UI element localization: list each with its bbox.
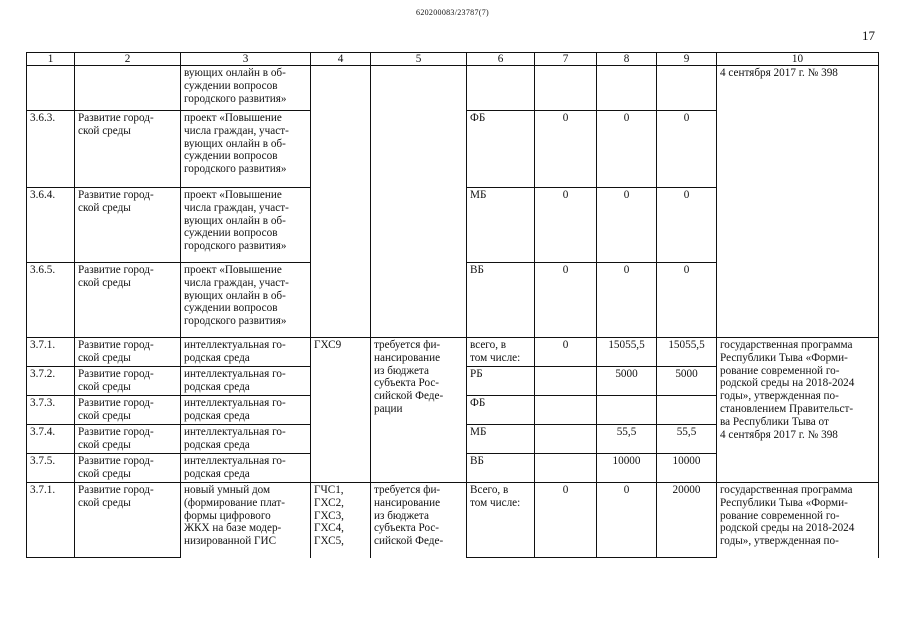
row-number: 3.7.5. — [27, 454, 75, 483]
last-funding-note: требуется фи- нансирование из бюджета субъекта Рос- сийской Феде- — [371, 483, 467, 558]
row-value-9: 5000 — [657, 367, 717, 396]
header-cell: 7 — [535, 53, 597, 66]
group1-indicators — [311, 66, 371, 338]
row-number — [27, 66, 75, 111]
row-project: проект «Повышение числа граждан, участ- вующих онлайн в об- суждении вопросов городского развития» — [181, 188, 311, 263]
header-cell: 6 — [467, 53, 535, 66]
header-row — [27, 53, 879, 66]
row-value-7: 0 — [535, 188, 597, 263]
row-value-9 — [657, 396, 717, 425]
row-value-7: 0 — [535, 483, 597, 558]
row-value-7: 0 — [535, 263, 597, 338]
row-value-8: 0 — [597, 188, 657, 263]
row-value-8: 10000 — [597, 454, 657, 483]
last-indicators: ГЧС1, ГХС2, ГХС3, ГХС4, ГХС5, — [311, 483, 371, 558]
row-name: Развитие город- ской среды — [75, 111, 181, 188]
page-number: 17 — [862, 28, 875, 43]
header-cell: 2 — [75, 53, 181, 66]
row-number: 3.6.3. — [27, 111, 75, 188]
row-value-9: 20000 — [657, 483, 717, 558]
table-row — [27, 66, 879, 111]
row-number: 3.6.5. — [27, 263, 75, 338]
group2-funding-note: требуется фи- нансирование из бюджета субъекта Рос- сийской Феде- рации — [371, 338, 467, 483]
header-cell: 1 — [27, 53, 75, 66]
row-value-8 — [597, 66, 657, 111]
row-number: 3.7.2. — [27, 367, 75, 396]
row-name: Развитие город- ской среды — [75, 188, 181, 263]
row-value-9: 0 — [657, 263, 717, 338]
row-value-8: 0 — [597, 263, 657, 338]
row-value-7 — [535, 425, 597, 454]
row-value-7 — [535, 396, 597, 425]
row-funding-source: РБ — [467, 367, 535, 396]
row-value-9: 15055,5 — [657, 338, 717, 367]
row-value-8: 0 — [597, 111, 657, 188]
table-row — [27, 483, 879, 558]
row-funding-source: ФБ — [467, 396, 535, 425]
row-value-9: 55,5 — [657, 425, 717, 454]
last-basis-document: государственная программа Республики Тыва «Форми- рование современной го- родской среды на 2018-2024 годы», утвержденная по- — [717, 483, 879, 558]
row-name: Развитие город- ской среды — [75, 454, 181, 483]
row-project: проект «Повышение числа граждан, участ- вующих онлайн в об- суждении вопросов городского развития» — [181, 263, 311, 338]
row-value-8: 15055,5 — [597, 338, 657, 367]
row-number: 3.6.4. — [27, 188, 75, 263]
row-name: Развитие город- ской среды — [75, 367, 181, 396]
row-project: интеллектуальная го- родская среда — [181, 338, 311, 367]
row-project: проект «Повышение числа граждан, участ- вующих онлайн в об- суждении вопросов городского развития» — [181, 111, 311, 188]
row-project: интеллектуальная го- родская среда — [181, 396, 311, 425]
row-name: Развитие город- ской среды — [75, 263, 181, 338]
header-cell: 5 — [371, 53, 467, 66]
group2-indicators: ГХС9 — [311, 338, 371, 483]
row-number: 3.7.4. — [27, 425, 75, 454]
group2-basis-document: государственная программа Республики Тыва «Форми- рование современной го- родской среды на 2018-2024 годы», утвержденная по- становлением Правительст- ва Республики Тыва от 4 сентября 2017 г. № 398 — [717, 338, 879, 483]
row-funding-source: всего, в том числе: — [467, 338, 535, 367]
row-project: вующих онлайн в об- суждении вопросов городского развития» — [181, 66, 311, 111]
row-funding-source: ВБ — [467, 263, 535, 338]
row-value-8: 5000 — [597, 367, 657, 396]
header-cell: 3 — [181, 53, 311, 66]
header-cell: 9 — [657, 53, 717, 66]
row-value-8: 0 — [597, 483, 657, 558]
row-funding-source: ФБ — [467, 111, 535, 188]
row-name: Развитие город- ской среды — [75, 396, 181, 425]
table-row — [27, 338, 879, 367]
row-project: интеллектуальная го- родская среда — [181, 367, 311, 396]
document-id: 620200083/23787(7) — [416, 8, 489, 17]
row-value-9: 0 — [657, 188, 717, 263]
group1-funding-note — [371, 66, 467, 338]
row-value-7 — [535, 454, 597, 483]
row-value-9: 0 — [657, 111, 717, 188]
row-funding-source: ВБ — [467, 454, 535, 483]
row-funding-source — [467, 66, 535, 111]
row-number: 3.7.1. — [27, 338, 75, 367]
row-value-8 — [597, 396, 657, 425]
program-table — [26, 52, 879, 558]
header-cell: 10 — [717, 53, 879, 66]
row-project: новый умный дом (формирование плат- формы цифрового ЖКХ на базе модер- низированной ГИС — [181, 483, 311, 558]
row-funding-source: МБ — [467, 425, 535, 454]
row-value-8: 55,5 — [597, 425, 657, 454]
row-project: интеллектуальная го- родская среда — [181, 425, 311, 454]
row-name: Развитие город- ской среды — [75, 425, 181, 454]
row-name: Развитие город- ской среды — [75, 338, 181, 367]
row-value-7 — [535, 66, 597, 111]
header-cell: 4 — [311, 53, 371, 66]
row-value-7: 0 — [535, 338, 597, 367]
row-value-7 — [535, 367, 597, 396]
row-value-9 — [657, 66, 717, 111]
row-project: интеллектуальная го- родская среда — [181, 454, 311, 483]
row-number: 3.7.1. — [27, 483, 75, 558]
row-value-9: 10000 — [657, 454, 717, 483]
row-name: Развитие город- ской среды — [75, 483, 181, 558]
row-number: 3.7.3. — [27, 396, 75, 425]
row-funding-source: Всего, в том числе: — [467, 483, 535, 558]
header-cell: 8 — [597, 53, 657, 66]
group1-basis-document: 4 сентября 2017 г. № 398 — [717, 66, 879, 338]
row-funding-source: МБ — [467, 188, 535, 263]
row-name — [75, 66, 181, 111]
row-value-7: 0 — [535, 111, 597, 188]
